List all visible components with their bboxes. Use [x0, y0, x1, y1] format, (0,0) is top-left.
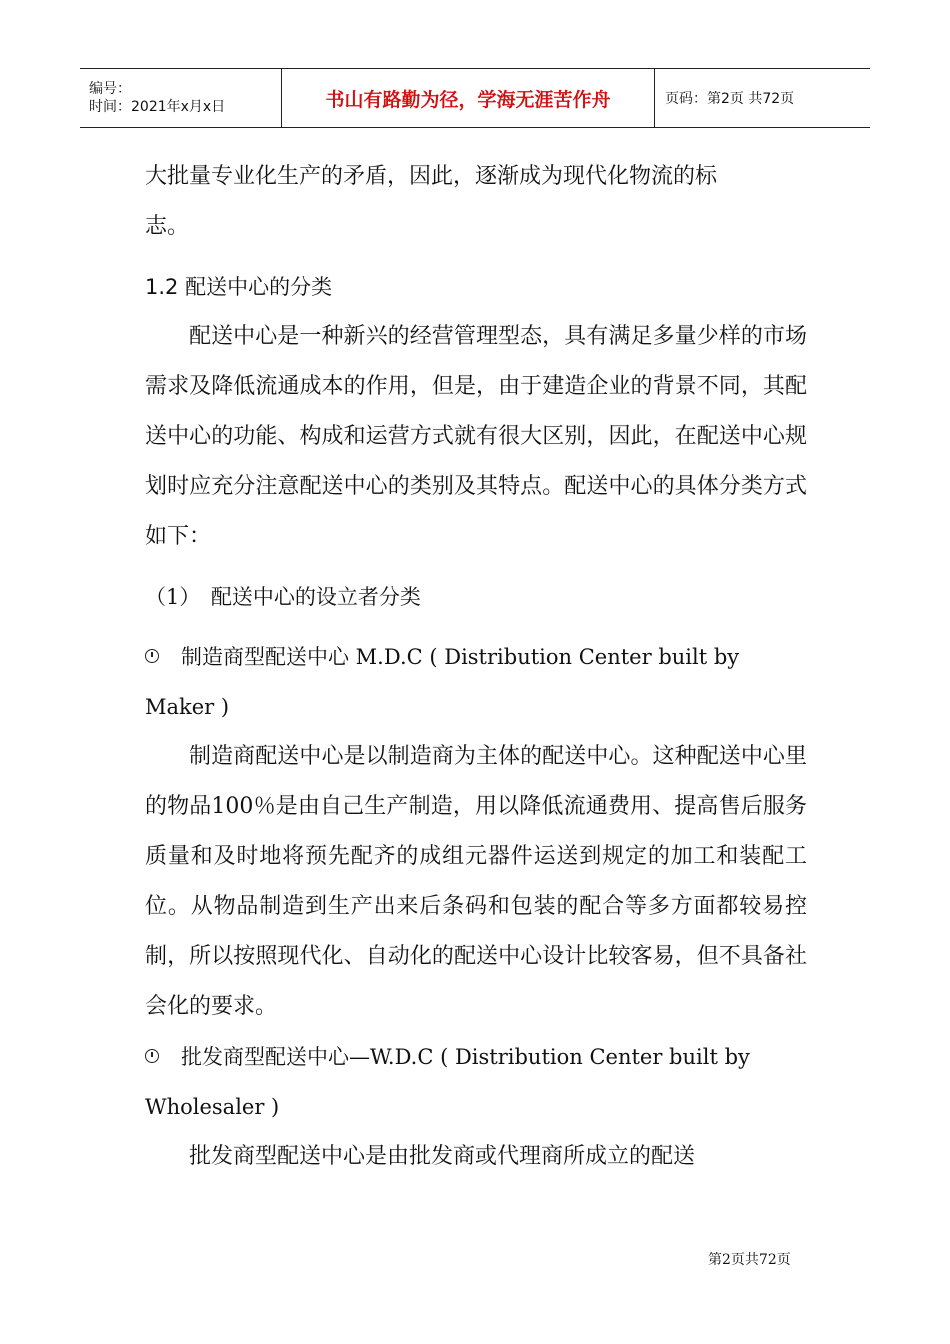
item1-title-line1: 制造商型配送中心 M.D.C ( Distribution Center built by — [181, 645, 740, 669]
header-page-info — [655, 69, 870, 127]
page-header — [80, 68, 870, 128]
sub-heading: （1） 配送中心的设立者分类 — [145, 585, 421, 609]
continued-line-1: 大批量专业化生产的矛盾，因此，逐渐成为现代化物流的标 — [145, 164, 718, 189]
clock-icon — [145, 649, 159, 663]
clock-icon — [145, 1049, 159, 1063]
header-left-cell — [80, 69, 282, 127]
item2-title-line2: Wholesaler ) — [145, 1095, 280, 1119]
document-body — [145, 152, 807, 1182]
intro-paragraph: 配送中心是一种新兴的经营管理型态，具有满足多量少样的市场需求及降低流通成本的作用，但是，由于建造企业的背景不同，其配送中心的功能、构成和运营方式就有很大区别，因此，在配送中心规划时应充分注意配送中心的类别及其特点。配送中心的具体分类方式如下： — [145, 324, 807, 549]
section-heading: 1.2 配送中心的分类 — [145, 275, 333, 299]
item2-title — [145, 1032, 807, 1082]
item2-title-line1: 批发商型配送中心—W.D.C ( Distribution Center built by — [181, 1045, 750, 1069]
page-footer — [708, 1249, 791, 1269]
time-label: 时间：2021年x月x日 — [89, 99, 226, 115]
item2-paragraph-start: 批发商型配送中心是由批发商或代理商所成立的配送 — [189, 1144, 696, 1169]
continued-line-2: 志。 — [145, 214, 190, 239]
item1-paragraph: 制造商配送中心是以制造商为主体的配送中心。这种配送中心里的物品100％是由自己生产制造，用以降低流通费用、提高售后服务质量和及时地将预先配齐的成组元器件运送到规定的加工和装配工位。从物品制造到生产出来后条码和包装的配合等多方面都较易控制，所以按照现代化、自动化的配送中心设计比较客易，但不具备社会化的要求。 — [145, 744, 807, 1019]
motto-text: 书山有路勤为径，学海无涯苦作舟 — [325, 88, 611, 111]
page-info-text: 页码：第2页 共72页 — [665, 91, 795, 107]
item1-title — [145, 632, 807, 682]
item1-title-line2: Maker ) — [145, 695, 230, 719]
number-label: 编号： — [89, 81, 131, 97]
footer-page-text: 第2页共72页 — [708, 1252, 791, 1268]
header-motto — [282, 69, 655, 127]
